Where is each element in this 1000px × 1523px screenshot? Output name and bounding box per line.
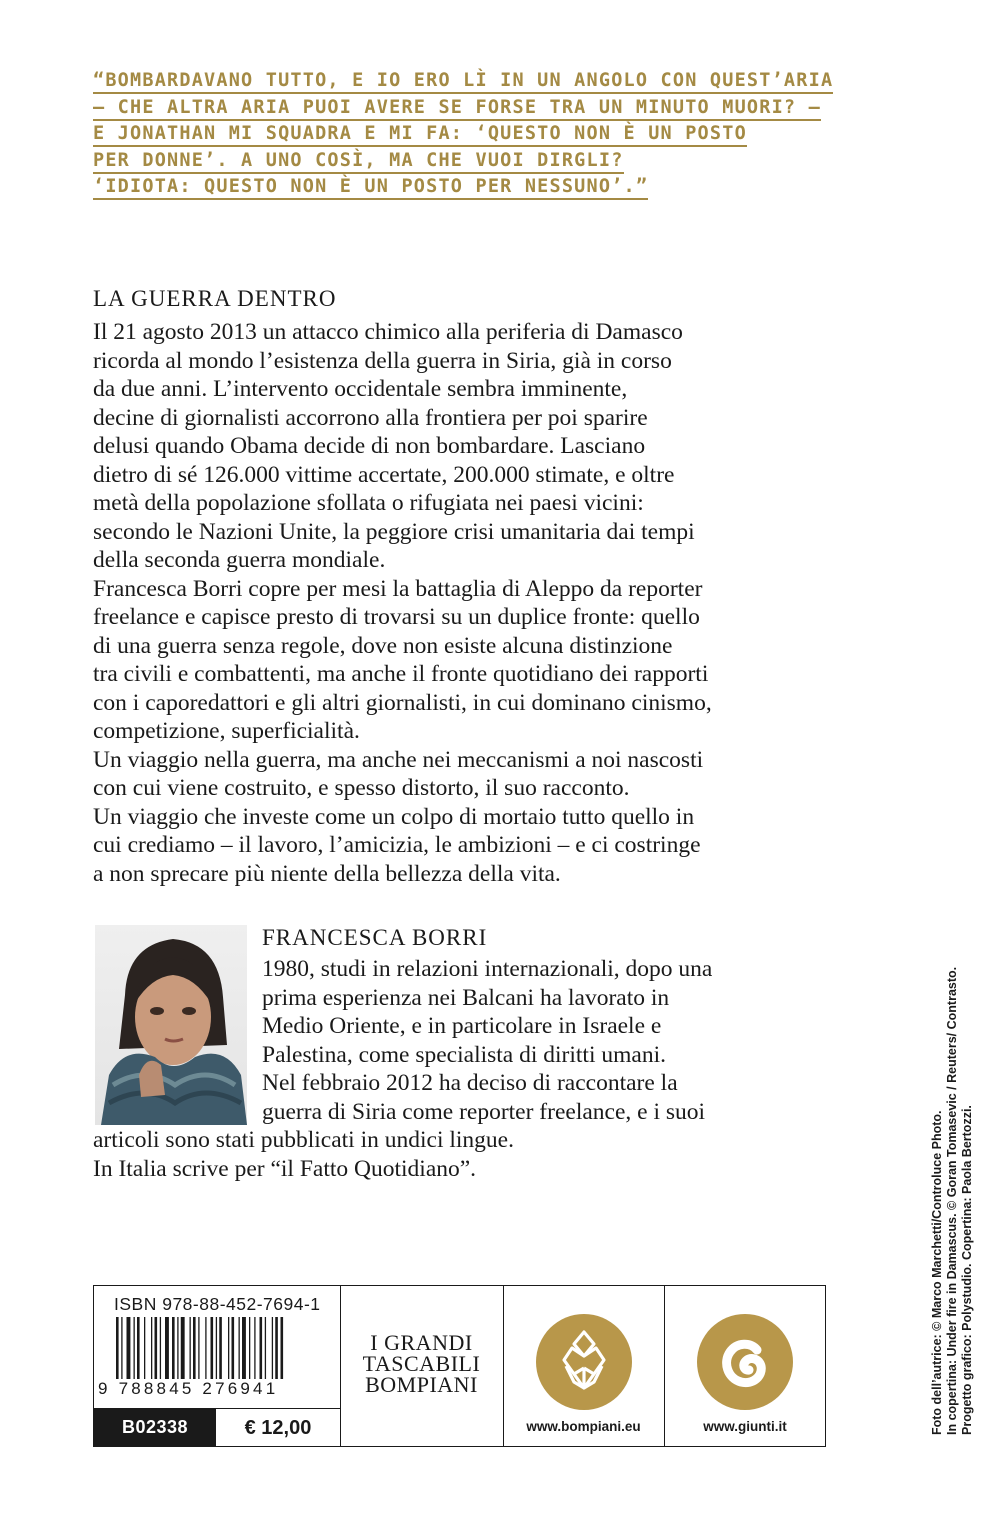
barcode-panel [94, 1286, 341, 1446]
description-line: della seconda guerra mondiale. [93, 547, 386, 573]
description-line: Il 21 agosto 2013 un attacco chimico alla periferia di Damasco [93, 319, 683, 345]
price: € 12,00 [216, 1408, 340, 1447]
description-line: di una guerra senza regole, dove non esiste alcuna distinzione [93, 632, 673, 659]
bio-line: Nel febbraio 2012 ha deciso di raccontare la [262, 1070, 678, 1096]
credits-line: Progetto grafico: Polystudio. Copertina: Paola Bertozzi. [960, 1105, 974, 1435]
description-line: tra civili e combattenti, ma anche il fronte quotidiano dei rapporti [93, 661, 709, 687]
description-line: delusi quando Obama decide di non bombardare. Lasciano [93, 433, 646, 459]
description-line: da due anni. L’intervento occidentale sembra imminente, [93, 376, 628, 402]
credits-line: In copertina: Under fire in Damascus. © Goran Tomasevic / Reuters/ Contrasto. [945, 966, 959, 1435]
quote-line: ‘IDIOTA: QUESTO NON È UN POSTO PER NESSUNO’.” [93, 176, 648, 200]
bio-line: In Italia scrive per “il Fatto Quotidiano”. [93, 1155, 477, 1182]
series-panel [340, 1286, 504, 1446]
giunti-panel [664, 1286, 826, 1446]
book-description [93, 318, 833, 888]
quote-line: E JONATHAN MI SQUADRA E MI FA: ‘QUESTO NON È UN POSTO [93, 123, 747, 147]
bio-line: Palestina, come specialista di diritti umani. [262, 1041, 666, 1068]
barcode-and-publisher-strip [93, 1285, 826, 1447]
bompiani-url[interactable]: www.bompiani.eu [526, 1419, 641, 1434]
giunti-spiral-logo-icon [697, 1314, 793, 1410]
description-line: con cui viene costruito, e spesso distorto, il suo racconto. [93, 775, 630, 801]
quote-line: PER DONNE’. A UNO COSÌ, MA CHE VUOI DIRGLI? [93, 150, 624, 174]
description-line: Francesca Borri copre per mesi la battaglia di Aleppo da reporter [93, 575, 703, 602]
description-line: decine di giornalisti accorrono alla frontiera per poi sparire [93, 404, 648, 431]
bio-line: prima esperienza nei Balcani ha lavorato in [262, 984, 670, 1011]
author-bio [93, 955, 833, 1183]
description-line: Un viaggio nella guerra, ma anche nei meccanismi a noi nascosti [93, 746, 704, 773]
quote-line: “BOMBARDAVANO TUTTO, E IO ERO LÌ IN UN ANGOLO CON QUEST’ARIA [93, 70, 833, 94]
description-line: Un viaggio che investe come un colpo di mortaio tutto quello in [93, 803, 695, 830]
description-line: con i caporedattori e gli altri giornalisti, in cui dominano cinismo, [93, 689, 712, 716]
quote-line: – CHE ALTRA ARIA PUOI AVERE SE FORSE TRA UN MINUTO MUORI? – [93, 97, 821, 121]
cover-credits [930, 955, 975, 1435]
back-cover-quote [93, 68, 834, 201]
description-line: competizione, superficialità. [93, 718, 360, 744]
description-line: metà della popolazione sfollata o rifugiata nei paesi vicini: [93, 490, 644, 516]
description-line: a non sprecare più niente della bellezza della vita. [93, 860, 561, 887]
bompiani-panel [503, 1286, 665, 1446]
barcode-icon [114, 1317, 334, 1379]
series-name [340, 1332, 503, 1395]
giunti-url[interactable]: www.giunti.it [703, 1419, 787, 1434]
barcode-number: 9 788845 276941 [98, 1379, 279, 1398]
bio-line: Medio Oriente, e in particolare in Israele e [262, 1013, 662, 1039]
series-line: I GRANDI [370, 1330, 473, 1355]
bio-line: guerra di Siria come reporter freelance, e i suoi [262, 1098, 706, 1125]
author-name: FRANCESCA BORRI [262, 925, 488, 950]
description-line: freelance e capisce presto di trovarsi su un duplice fronte: quello [93, 604, 700, 630]
series-line: TASCABILI [362, 1351, 481, 1376]
credits-line: Foto dell’autrice: © Marco Marchetti/Controluce Photo. [930, 1110, 944, 1435]
bompiani-flower-logo-icon [536, 1314, 632, 1410]
isbn-label: ISBN 978-88-452-7694-1 [114, 1294, 321, 1314]
description-line: dietro di sé 126.000 vittime accertate, 200.000 stimate, e oltre [93, 461, 675, 488]
product-code: B02338 [94, 1408, 216, 1447]
bio-line: articoli sono stati pubblicati in undici lingue. [93, 1127, 514, 1153]
bio-line: 1980, studi in relazioni internazionali, dopo una [262, 956, 713, 982]
description-line: cui crediamo – il lavoro, l’amicizia, le ambizioni – e ci costringe [93, 832, 701, 858]
book-title-heading: LA GUERRA DENTRO [93, 286, 337, 311]
series-line: BOMPIANI [365, 1372, 478, 1397]
description-line: secondo le Nazioni Unite, la peggiore crisi umanitaria dai tempi [93, 518, 695, 545]
description-line: ricorda al mondo l’esistenza della guerra in Siria, già in corso [93, 347, 672, 374]
